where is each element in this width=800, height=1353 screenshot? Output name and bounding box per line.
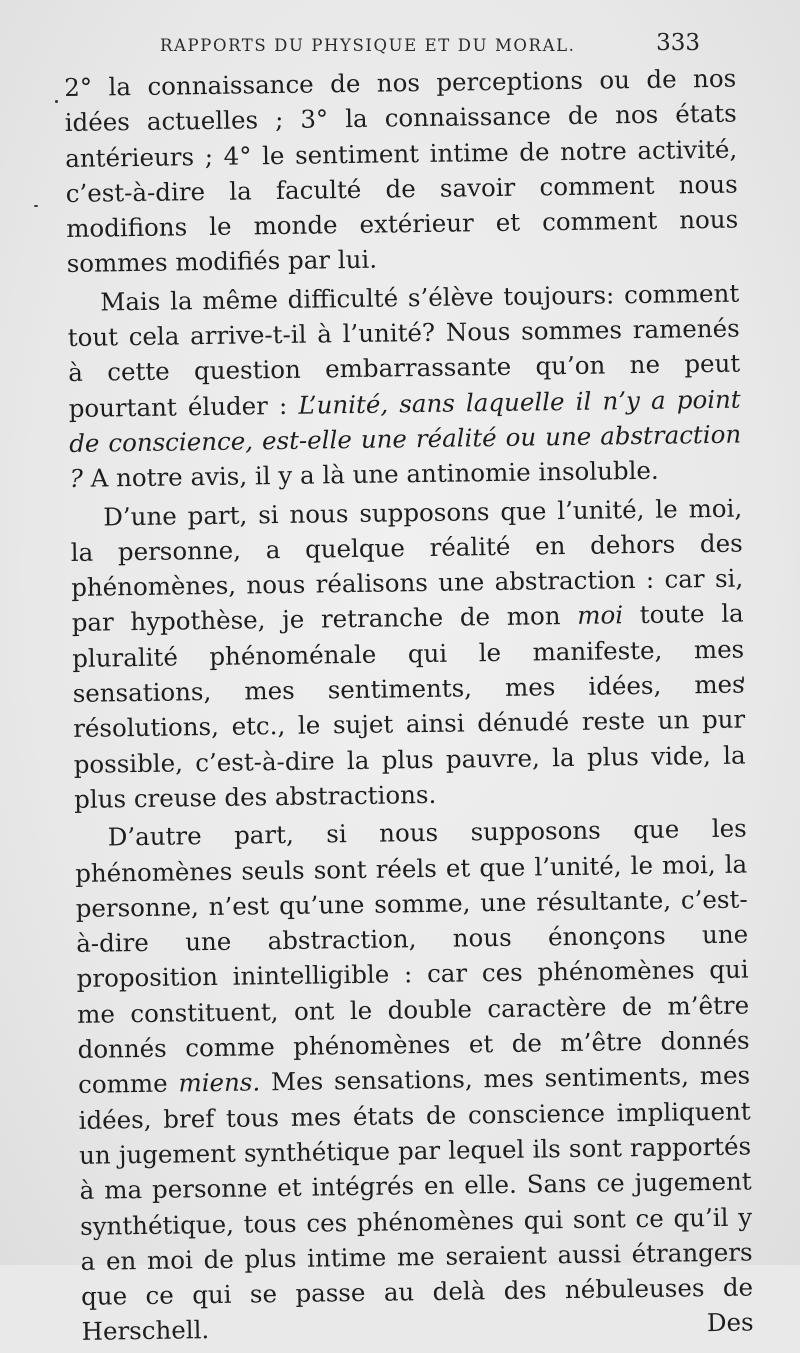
paragraph	[70, 490, 746, 817]
italic-text-run: L’unité, sans laquelle il n’y a point de conscience, est-elle une réalité ou une abstraction ?	[69, 384, 742, 494]
paragraph	[74, 811, 753, 1350]
margin-speck	[34, 205, 38, 207]
italic-text-run: moi	[577, 600, 624, 631]
text-run: D’une part, si nous supposons que l’unité, le moi, la personne, a quelque réalité en dehors des phénomènes, nous réalisons une abstraction : car si, par hypothèse, je retranche de mon	[70, 493, 744, 638]
text-run: 2° la connaissance de nos perceptions ou de nos idées actuelles ; 3° la connaissance de nos états antérieurs ; 4° le sentiment intime de notre activité, c’est-à-dire la faculté de savoir comment nous modifions le monde extérieur et comment nous sommes modifiés par lui.	[64, 63, 739, 279]
paragraph	[67, 275, 742, 496]
body-text	[64, 61, 754, 1353]
text-run: D’autre part, si nous supposons que les phénomènes seuls sont réels et que l’unité, le moi, la personne, n’est qu’une somme, une résultante, c’est-à-dire une abstraction, nous énonçons une proposition inintelligible : car ces phénomènes qui me constituent, ont le double caractère de m’être donnés comme phénomènes et de m’être donnés comme	[75, 813, 750, 1100]
text-run: Mes sensations, mes sentiments, mes idées, bref tous mes états de conscience impliquent un jugement synthétique par lequel ils sont rapportés à ma personne et intégrés en elle. Sans ce jugement synthétique, tous ces phénomènes qui sont ce qu’il y a en moi de plus intime me seraient aussi étrangers que ce qui se passe au delà des nébuleuses de Herschell. Des	[78, 1060, 754, 1347]
margin-speck	[55, 100, 58, 103]
italic-text-run: miens.	[178, 1067, 261, 1098]
page-header	[160, 30, 700, 60]
text-run: A notre avis, il y a là une antinomie insoluble.	[82, 456, 659, 494]
page-number: 333	[656, 30, 700, 56]
paragraph	[64, 61, 739, 282]
text-run: toute la pluralité phénoménale qui le manifeste, mes sensations, mes sentiments, mes idées, mes résolutions, etc., le sujet ainsi dénudé reste un pur possible, c’est-à-dire la plus pauvre, la plus vide, la plus creuse des abstractions.	[72, 599, 746, 814]
running-head: RAPPORTS DU PHYSIQUE ET DU MORAL.	[160, 36, 576, 55]
text-run: Mais la même difficulté s’élève toujours: comment tout cela arrive-t-il à l’unité? Nous sommes ramenés à cette question embarrassante qu’on ne peut pourtant éluder :	[67, 278, 741, 423]
